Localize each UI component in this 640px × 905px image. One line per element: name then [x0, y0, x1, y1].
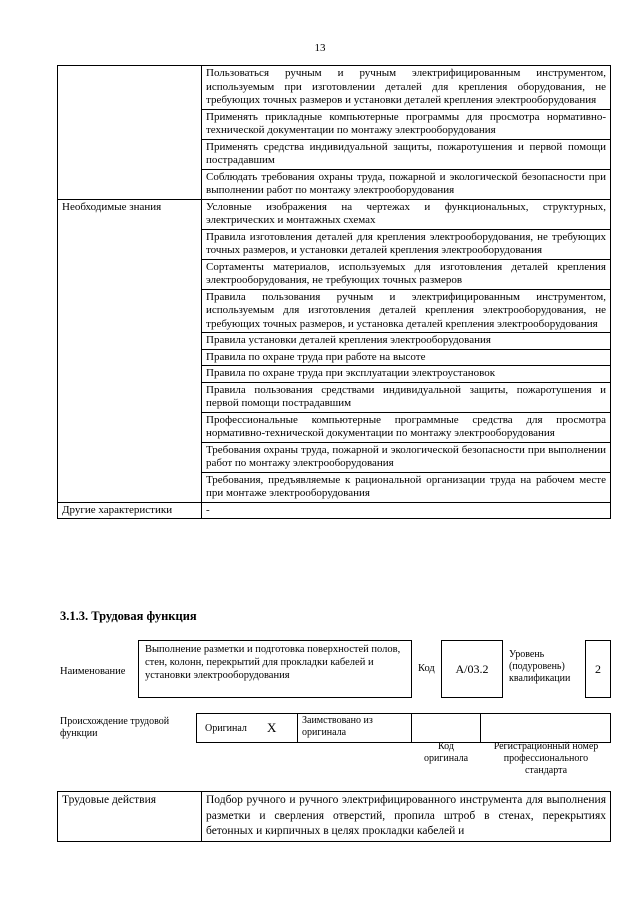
knowledge-item: Требования охраны труда, пожарной и экологической безопасности при выполнении работ по монтажу электрооборудования [202, 442, 611, 472]
borrowed-box [297, 713, 412, 743]
table-row [58, 66, 611, 110]
original-box [196, 713, 298, 743]
knowledge-item: Правила пользования средствами индивидуальной защиты, пожаротушения и первой помощи пострадавшим [202, 382, 611, 412]
actions-text: Подбор ручного и ручного электрифицированного инструмента для выполнения разметки и сверления отверстий, пропила штроб в стенах, перекрытиях бетонных и кирпичных в целях прокладки кабелей и [202, 792, 611, 842]
original-label: Оригинал [205, 723, 247, 734]
name-label: Наименование [60, 666, 126, 677]
registration-number-box [480, 713, 611, 743]
borrowed-label: Заимствовано из оригинала [302, 715, 373, 738]
function-code-box [441, 640, 503, 698]
registration-caption: Регистрационный номер профессионального стандарта [493, 741, 599, 776]
knowledge-item: Условные изображения на чертежах и функциональных, структурных, электрических и монтажных схемах [202, 199, 611, 229]
other-characteristics-label: Другие характеристики [58, 502, 202, 519]
code-label: Код [418, 663, 435, 674]
section-title: 3.1.3. Трудовая функция [60, 609, 197, 623]
table-row [58, 199, 611, 229]
actions-table [57, 791, 611, 842]
level-box [585, 640, 611, 698]
code-caption: Код оригинала [423, 741, 469, 764]
other-characteristics-value: - [202, 502, 611, 519]
requirements-table [57, 65, 611, 519]
skill-item: Пользоваться ручным и ручным электрифицированным инструментом, используемым при изготовлении деталей для крепления оборудования, не требующих точных размеров и установки деталей крепления электрооборудования [202, 66, 611, 110]
knowledge-label: Необходимые знания [58, 199, 202, 502]
original-code-box [411, 713, 481, 743]
table-row [58, 502, 611, 519]
skill-item: Применять прикладные компьютерные программы для просмотра нормативно-технической документации по монтажу электрооборудования [202, 109, 611, 139]
table-row [58, 792, 611, 842]
knowledge-item: Правила по охране труда при работе на высоте [202, 349, 611, 366]
knowledge-item: Правила по охране труда при эксплуатации электроустановок [202, 366, 611, 383]
function-name-value: Выполнение разметки и подготовка поверхностей полов, стен, колонн, перекрытий для прокладки кабелей и установки электрооборудования [145, 644, 401, 681]
knowledge-item: Сортаменты материалов, используемых для изготовления деталей крепления электрооборудования, не требующих точных размеров [202, 259, 611, 289]
original-mark: X [267, 720, 277, 735]
knowledge-item: Правила пользования ручным и электрифицированным инструментом, используемым для изготовления деталей крепления электрооборудования, не требующих точных размеров, и установка деталей крепления электрооборудования [202, 289, 611, 333]
knowledge-item: Профессиональные компьютерные программные средства для просмотра нормативно-технической документации по монтажу электрооборудования [202, 412, 611, 442]
level-value: 2 [595, 662, 601, 676]
function-name-box [138, 640, 412, 698]
knowledge-item: Правила изготовления деталей для крепления электрооборудования, не требующих точных размеров, и установки деталей крепления электрооборудования [202, 229, 611, 259]
origin-label: Происхождение трудовой функции [60, 716, 170, 739]
actions-label: Трудовые действия [58, 792, 202, 842]
skill-item: Соблюдать требования охраны труда, пожарной и экологической безопасности при выполнении работ по монтажу электрооборудования [202, 169, 611, 199]
function-code-value: A/03.2 [455, 662, 489, 676]
knowledge-item: Правила установки деталей крепления электрооборудования [202, 333, 611, 350]
knowledge-item: Требования, предъявляемые к рациональной организации труда на рабочем месте при монтаже электрооборудования [202, 472, 611, 502]
level-label: Уровень (подуровень) квалификации [509, 649, 571, 684]
page-number: 13 [314, 42, 326, 54]
skills-label-cell [58, 66, 202, 200]
skill-item: Применять средства индивидуальной защиты, пожаротушения и первой помощи пострадавшим [202, 139, 611, 169]
